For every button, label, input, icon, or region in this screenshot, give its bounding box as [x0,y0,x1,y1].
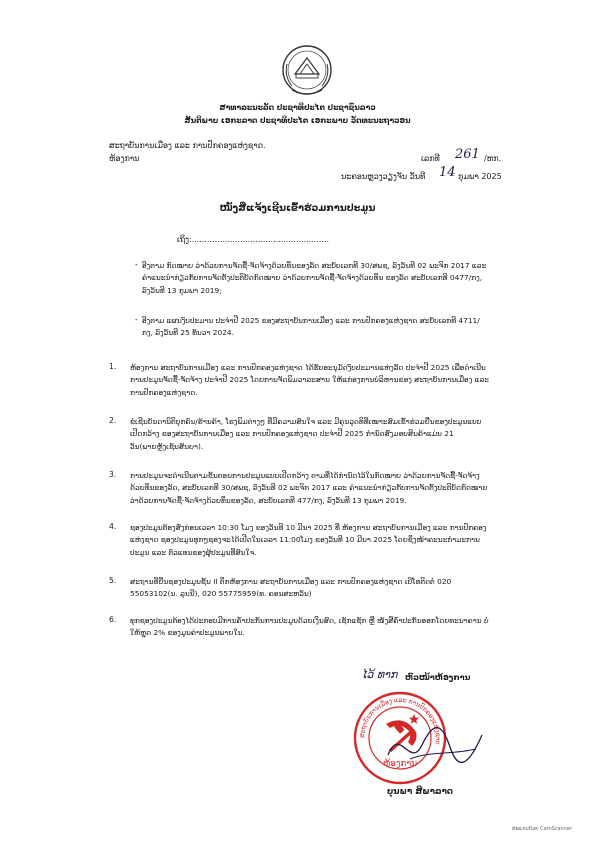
reference-bullet: - [135,315,138,324]
item-number: 1. [109,362,117,371]
item-text: ຫ້ອງການ ສະຖາບັນການເມືອງ ແລະ ການປົກຄອງແຫ່ງຊາດ ໄດ້ຮັບອະນຸມັດງົບປະມານແຫ່ງລັດ ປະຈຳປີ 2025 ເພື່ອດຳເນີນການປະມູນຈັດຊື້-ຈັດຈ້າງ ປະຈຳປີ 2025 ໂດຍການຈັດພິມວາລະສານ ໃຫ້ແກ່ອງການບໍລິຫານຂອງ ສະຖາບັນການເມືອງ ແລະ ການປົກຄອງແຫ່ງຊາດ. [130,363,489,397]
item-number: 4. [109,522,117,531]
ministry-name: ສະຖາບັນການເມືອງ ແລະ ການປົກຄອງແຫ່ງຊາດ. [109,141,266,150]
date-place-label: ນະຄອນຫຼວງວຽງຈັນ ວັນທີ [341,172,426,181]
date-day-handwritten: 14 [439,165,456,180]
signer-name: ບຸນພາ ສີພາລາດ [387,787,453,797]
item-text: ຂໍເຊີນບັນດານິຕິບຸກຄົນ/ຮ້ານຄ້າ, ໂຮງພິມຕ່າງໆ ທີ່ມີຄວາມສົນໃຈ ແລະ ມີຄຸນວຸດທິທີ່ເໝາະສົມເຂົ້າຮ່ວມຍື່ນຂອງປະມູນແບບເປີດກວ້າງ ຂອງສະຖາບັນການເມືອງ ແລະ ການປົກຄອງແຫ່ງຊາດ ປະຈຳປີ 2025 ກຳນົດສົ່ງມອບສິນຄ້າແມ່ນ 21 ວັນ(ພາຍຫຼັງເຊັນສັນຍາ). [130,417,482,451]
role-handwritten: ໄວ້ ທາກ [361,668,398,681]
stamp-ring-text: ສະຖາບັນການເມືອງ ແລະ ການປົກຄອງແຫ່ງຊາດ [358,696,442,745]
reference-label: ເລກທີ [421,154,440,163]
office-name: ຫ້ອງການ [109,154,140,163]
country-heading: ສາທາລະນະລັດ ປະຊາທິປະໄຕ ປະຊາຊົນລາວ [219,103,376,112]
date-month-year: ກຸມພາ 2025 [458,172,502,181]
item-text: ສະຖານທີ່ຍື່ນຊອງປະມູນຊັ້ນ II ຕຶກຫ້ອງການ ສະຖາບັນການເມືອງ ແລະ ການປົກຄອງແຫ່ງຊາດ ເບີໂທຕິດຕໍ່ 020 55053102(ນ. ລຸນນີ), 020 55775959(ທ. ຄອນສະຫວັນ) [130,577,452,599]
national-emblem-icon [278,44,336,98]
item-text: ຊອງປະມູນຕ້ອງສົ່ງກ່ອນເວລາ 10:30 ໂມງ ຂອງວັນທີ 10 ມີນາ 2025 ທີ່ ຫ້ອງການ ສະຖາບັນການເມືອງ ແລະ ການປົກຄອງແຫ່ງຊາດ ຊອງປະມູນທຸກໆຊອງຈະໄດ້ເປີດໃນເວລາ 11:00ໂມງ ຂອງວັນທີ 10 ມີນາ 2025 ໂດຍຊິ່ງໜ້າຄະນະກຳມະການປະມູນ ແລະ ຕົວແທນຂອງຜູ້ປະມູນທີ່ສົນໃຈ. [130,523,487,557]
recipient-line: ເຖິງ:...................................................... [177,235,330,244]
reference-text: ອີງຕາມ ກົດໝາຍ ວ່າດ້ວຍການຈັດຊື້-ຈັດຈ້າງດ້ວຍທຶນຂອງລັດ ສະບັບເລກທີ 30/ສພຊ, ລົງວັນທີ 02 ພະຈິກ 2017 ແລະ ຄຳແນະນຳກ່ຽວກັບການຈັດຕັ້ງປະຕິບັດກົດໝາຍ ວ່າດ້ວຍການຈັດຊື້-ຈັດຈ້າງດ້ວຍທຶນ ຂອງລັດ ສະບັບເລກທີ 0477/ກງ, ລົງວັນທີ 13 ກຸມພາ 2019; [142,261,487,295]
item-number: 6. [109,615,117,624]
stamp-center-text: ຫ້ອງການ [382,759,418,769]
document-title: ໜັງສືແຈ້ງເຊີນເຂົ້າຮ່ວມການປະມູນ [219,203,376,214]
item-text: ການປະມູນຈະດຳເນີນຕາມຂັ້ນຕອນການປະມູນແບບເປີດກວ້າງ ຕາມທີ່ໄດ້ກຳນົດໄວ້ໃນກົດໝາຍ ວ່າດ້ວຍການຈັດຊື້-ຈັດຈ້າງດ້ວຍທຶນຂອງລັດ, ສະບັບເລກທີ 30/ສພຊ, ລົງວັນທີ 02 ພະຈິກ 2017 ແລະ ຄຳແນະນຳກ່ຽວກັບການຈັດຕັ້ງປະຕິບັດກົດໝາຍ ວ່າດ້ວຍການຈັດຊື້-ຈັດຈ້າງດ້ວຍທຶນຂອງລັດ, ສະບັບເລກທີ 477/ກງ, ລົງວັນທີ 13 ກຸມພາ 2019. [130,471,488,505]
reference-text: ອີງຕາມ ແຜນງົບປະມານ ປະຈຳປີ 2025 ຂອງສະຖາບັນການເມືອງ ແລະ ການປົກຄອງແຫ່ງຊາດ ສະບັບເລກທີ 4711/ກງ, ລົງວັນທີ 25 ທັນວາ 2024. [142,316,480,338]
handwritten-signature-icon [380,715,490,780]
reference-number-handwritten: 261 [455,147,480,162]
item-number: 3. [109,470,117,479]
reference-suffix: /ຫກ. [484,154,502,163]
national-motto: ສັນຕິພາບ ເອກະລາດ ປະຊາທິປະໄຕ ເອກະພາບ ວັດທະນະຖາວອນ [184,116,411,125]
item-text: ທຸກຊອງປະມູນຕ້ອງໄດ້ປະກອບມີການຄ້ຳປະກັນການປະມູນດ້ວຍເງິນສົດ, ເຊັກແຊັກ ຫຼື ໜັງສືຄ້ຳປະກັນອອກໂດຍທະນາຄານ ບໍ່ໃຫ້ຫຼຸດ 2% ຂອງມູນຄ່າປະມູນພາຍໃນ. [130,616,489,638]
scanner-watermark: ສະແກນດ້ວຍ CamScanner [512,826,573,832]
signatory-title: ຫົວໜ້າຫ້ອງການ [405,673,471,682]
reference-bullet: - [135,260,138,269]
item-number: 2. [109,416,117,425]
item-number: 5. [109,576,117,585]
